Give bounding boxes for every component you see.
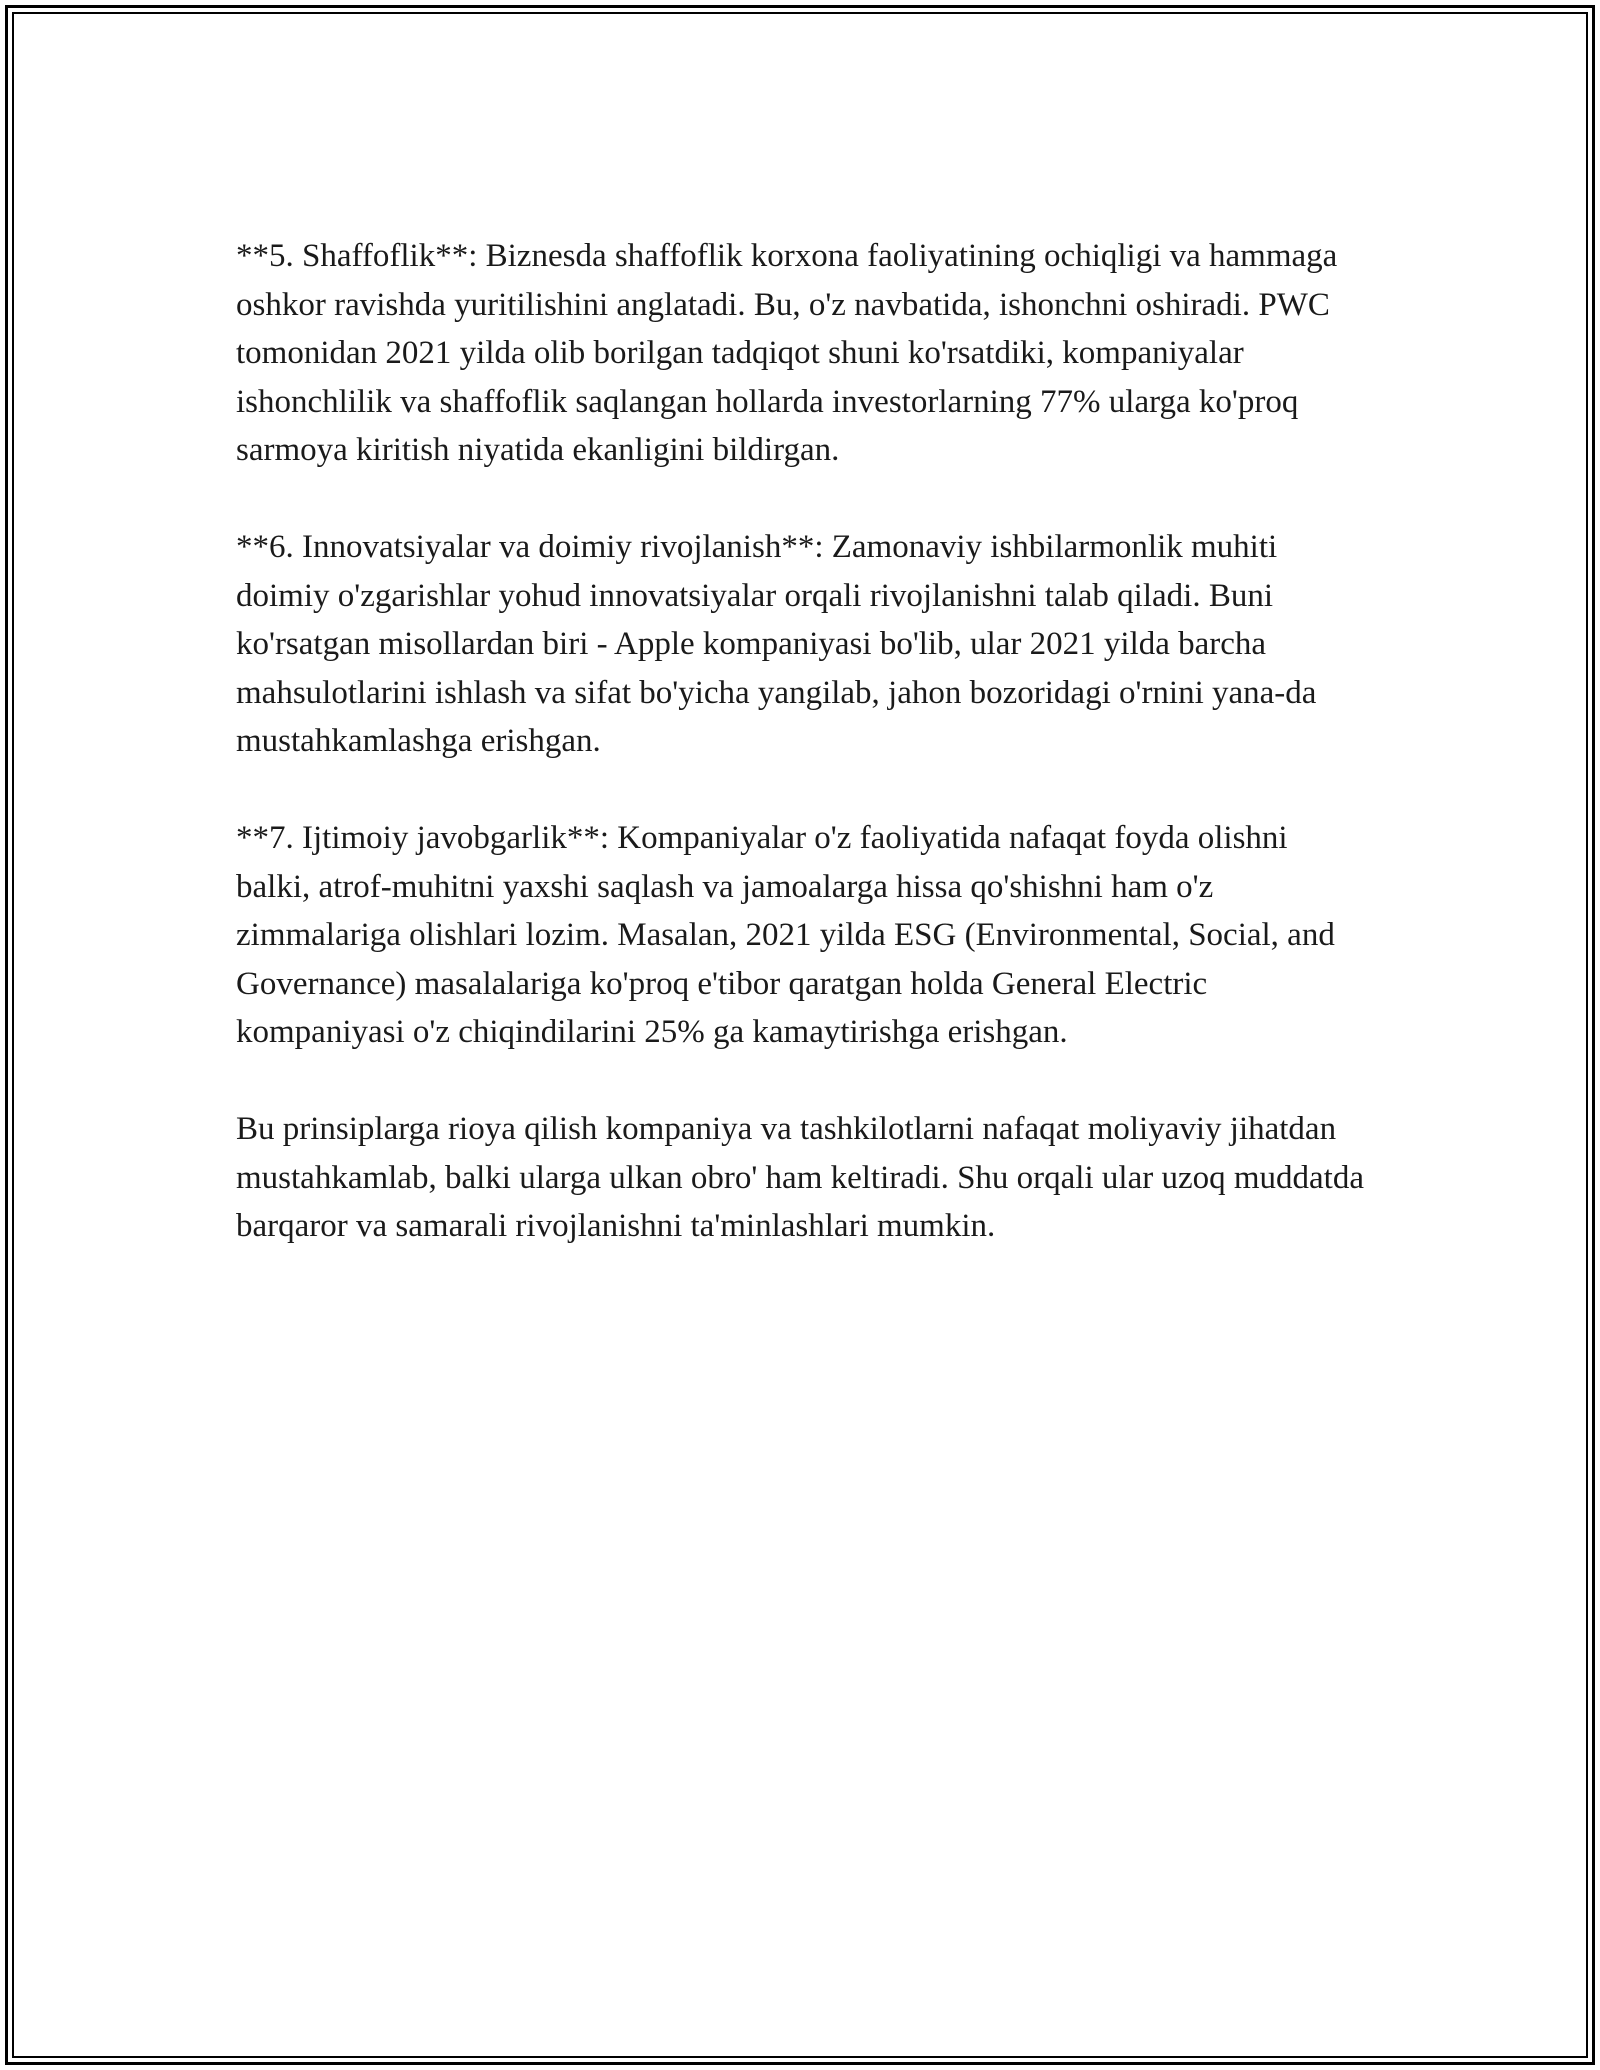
paragraph-innovation: **6. Innovatsiyalar va doimiy rivojlanish**: Zamonaviy ishbilarmonlik muhiti doimiy o'zgarishlar yohud innovatsiyalar orqali rivojlanishni talab qiladi. Buni ko'rsatgan misollardan biri - Apple kompaniyasi bo'lib, ular 2021 yilda barcha mahsulotlarini ishlash va sifat bo'yicha yangilab, jahon bozoridagi o'rnini yana-da mustahkamlashga erishgan. bbox=[236, 529, 1317, 759]
paragraph-transparency: **5. Shaffoflik**: Biznesda shaffoflik korxona faoliyatining ochiqligi va hammaga oshkor ravishda yuritilishini anglatadi. Bu, o'z navbatida, ishonchni oshiradi. PWC tomonidan 2021 yilda olib borilgan tadqiqot shuni ko'rsatdiki, kompaniyalar ishonchlilik va shaffoflik saqlangan hollarda investorlarning 77% ularga ko'proq sarmoya kiritish niyatida ekanligini bildirgan. bbox=[236, 238, 1338, 468]
paragraph-social-responsibility: **7. Ijtimoiy javobgarlik**: Kompaniyalar o'z faoliyatida nafaqat foyda olishni balki, atrof-muhitni yaxshi saqlash va jamoalarga hissa qo'shishni ham o'z zimmalariga olishlari lozim. Masalan, 2021 yilda ESG (Environmental, Social, and Governance) masalalariga ko'proq e'tibor qaratgan holda General Electric kompaniyasi o'z chiqindilarini 25% ga kamaytirishga erishgan. bbox=[236, 820, 1335, 1050]
paragraph-conclusion: Bu prinsiplarga rioya qilish kompaniya va tashkilotlarni nafaqat moliyaviy jihatdan mustahkamlab, balki ularga ulkan obro' ham keltiradi. Shu orqali ular uzoq muddatda barqaror va samarali rivojlanishni ta'minlashlari mumkin. bbox=[236, 1111, 1364, 1244]
document-body bbox=[236, 232, 1366, 1299]
